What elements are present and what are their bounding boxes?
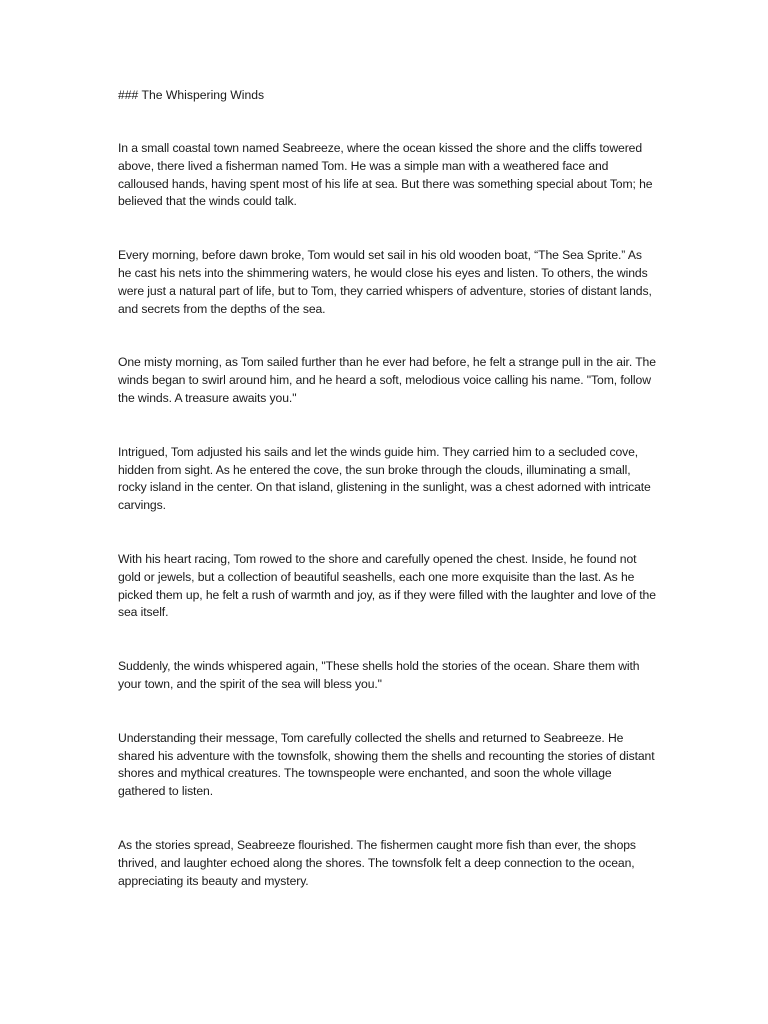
paragraph: As the stories spread, Seabreeze flourished. The fishermen caught more fish than ever, the shops thrived, and laughter echoed along the shores. The townsfolk felt a deep connection to the ocean, appreciating its beauty and mystery. — [118, 837, 636, 888]
paragraph: Suddenly, the winds whispered again, "These shells hold the stories of the ocean. Share them with your town, and the spirit of the sea will bless you." — [118, 659, 640, 691]
paragraph: Understanding their message, Tom carefully collected the shells and returned to Seabreeze. He shared his adventure with the townsfolk, showing them the shells and recounting the stories of distant shores and mythical creatures. The townspeople were enchanted, and soon the whole village gathered to listen. — [118, 730, 655, 799]
paragraph: Intrigued, Tom adjusted his sails and let the winds guide him. They carried him to a secluded cove, hidden from sight. As he entered the cove, the sun broke through the clouds, illuminating a small, rocky island in the center. On that island, glistening in the sunlight, was a chest adorned with intricate carvings. — [118, 444, 651, 513]
paragraph: In a small coastal town named Seabreeze, where the ocean kissed the shore and the cliffs towered above, there lived a fisherman named Tom. He was a simple man with a weathered face and calloused hands, having spent most of his life at sea. But there was something special about Tom; he believed that the winds could talk. — [118, 141, 653, 209]
document-body — [118, 86, 656, 926]
paragraph: Every morning, before dawn broke, Tom would set sail in his old wooden boat, “The Sea Sprite.” As he cast his nets into the shimmering waters, he would close his eyes and listen. To others, the winds were just a natural part of life, but to Tom, they carried whispers of adventure, stories of distant lands, and secrets from the depths of the sea. — [118, 248, 652, 316]
document-heading: ### The Whispering Winds — [118, 88, 265, 102]
paragraph: One misty morning, as Tom sailed further than he ever had before, he felt a strange pull in the air. The winds began to swirl around him, and he heard a soft, melodious voice calling his name. "Tom, follow the winds. A treasure awaits you." — [118, 355, 656, 405]
paragraph: With his heart racing, Tom rowed to the shore and carefully opened the chest. Inside, he found not gold or jewels, but a collection of beautiful seashells, each one more exquisite than the last. As he picked them up, he felt a rush of warmth and joy, as if they were filled with the laughter and love of the sea itself. — [118, 551, 656, 620]
